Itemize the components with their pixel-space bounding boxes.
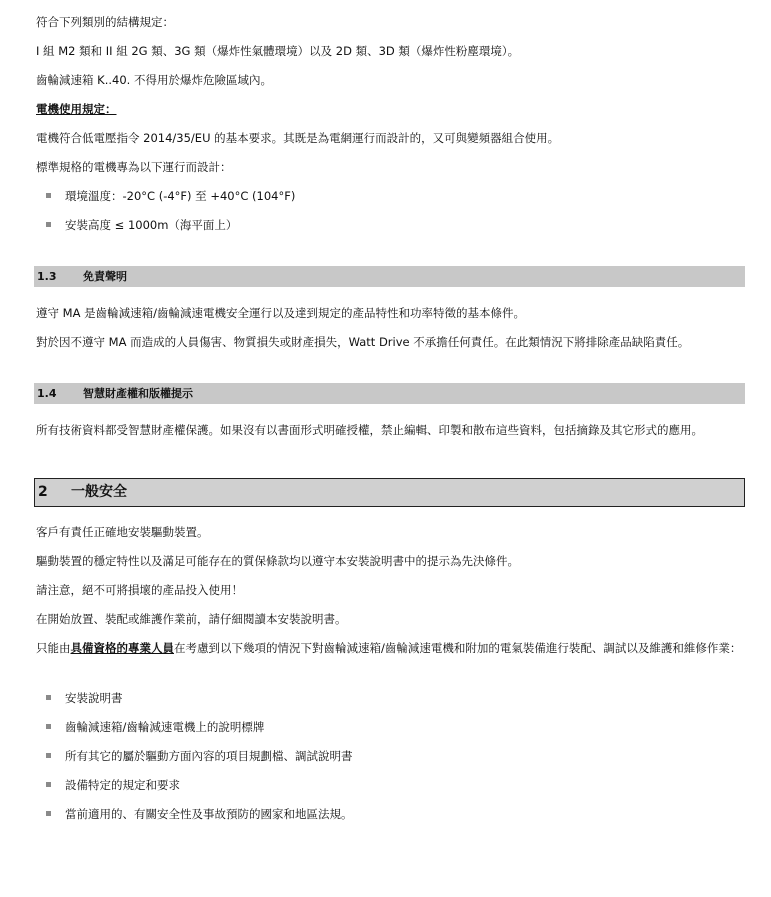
chapter-2-paragraph-4: 在開始放置、裝配或維護作業前，請仔細閱讀本安裝說明書。 [36,612,347,626]
bullet-text: 安裝高度 ≤ 1000m（海平面上） [65,218,238,232]
motor-rules-paragraph-2: 標準規格的電機專為以下運行而設計： [36,160,232,174]
bullet-item [46,719,264,735]
chapter-2-paragraph-1: 客戶有責任正確地安裝驅動裝置。 [36,525,209,539]
paragraph-suffix: 在考慮到以下幾項的情況下對齒輪減速箱/齒輪減速電機和附加的電氣裝備進行裝配、調試以及維護和維修作業： [174,641,742,655]
bullet-square-icon [46,753,51,758]
chapter-2-paragraph-2: 驅動裝置的穩定特性以及滿足可能存在的質保條款均以遵守本安裝說明書中的提示為先決條件。 [36,554,519,568]
section-heading-1-3 [34,266,745,287]
motor-rules-heading: 電機使用規定： [36,102,117,116]
section-heading-1-4 [34,383,745,404]
section-title: 智慧財產權和版權提示 [83,387,193,400]
chapter-heading-2 [34,478,745,507]
bullet-text: 環境溫度：-20°C (-4°F) 至 +40°C (104°F) [65,189,296,203]
bullet-square-icon [46,782,51,787]
bullet-item [46,188,295,204]
bullet-item [46,690,123,706]
bullet-text: 齒輪減速箱/齒輪減速電機上的說明標牌 [65,720,265,734]
bullet-text: 所有其它的屬於驅動方面內容的項目規劃檔、調試說明書 [65,749,353,763]
bullet-item [46,777,180,793]
bullet-item [46,806,353,822]
chapter-number: 2 [38,484,48,500]
section-1-3-paragraph-2: 對於因不遵守 MA 而造成的人員傷害、物質損失或財產損失，Watt Drive 不承擔任何責任。在此類情況下將排除產品缺陷責任。 [36,335,690,349]
bullet-text: 當前適用的、有關安全性及事故預防的國家和地區法規。 [65,807,353,821]
section-title: 免責聲明 [83,270,127,283]
section-1-3-paragraph-1: 遵守 MA 是齒輪減速箱/齒輪減速電機安全運行以及達到規定的產品特性和功率特徵的基本條件。 [36,306,525,320]
section-number: 1.3 [37,270,57,283]
bullet-text: 安裝說明書 [65,691,123,705]
intro-paragraph-2: I 組 M2 類和 II 組 2G 類、3G 類（爆炸性氣體環境）以及 2D 類、3D 類（爆炸性粉塵環境）。 [36,44,520,58]
bullet-square-icon [46,811,51,816]
chapter-title: 一般安全 [71,484,127,500]
bullet-square-icon [46,193,51,198]
bullet-square-icon [46,724,51,729]
motor-rules-paragraph-1: 電機符合低電壓指令 2014/35/EU 的基本要求。其既是為電網運行而設計的，又可與變頻器組合使用。 [36,131,560,145]
qualified-personnel-emphasis: 具備資格的專業人員 [70,641,174,655]
section-1-4-paragraph-1: 所有技術資料都受智慧財產權保護。如果沒有以書面形式明確授權，禁止編輯、印製和散布這些資料，包括摘錄及其它形式的應用。 [36,423,703,437]
bullet-item [46,748,353,764]
bullet-square-icon [46,695,51,700]
intro-paragraph-1: 符合下列類別的結構規定： [36,15,174,29]
chapter-2-paragraph-5 [36,638,745,659]
paragraph-prefix: 只能由 [36,641,71,655]
bullet-item [46,217,237,233]
intro-paragraph-3: 齒輪減速箱 K..40. 不得用於爆炸危險區域內。 [36,73,272,87]
bullet-text: 設備特定的規定和要求 [65,778,180,792]
chapter-2-paragraph-3: 請注意，絕不可將損壞的產品投入使用！ [36,583,243,597]
section-number: 1.4 [37,387,57,400]
bullet-square-icon [46,222,51,227]
